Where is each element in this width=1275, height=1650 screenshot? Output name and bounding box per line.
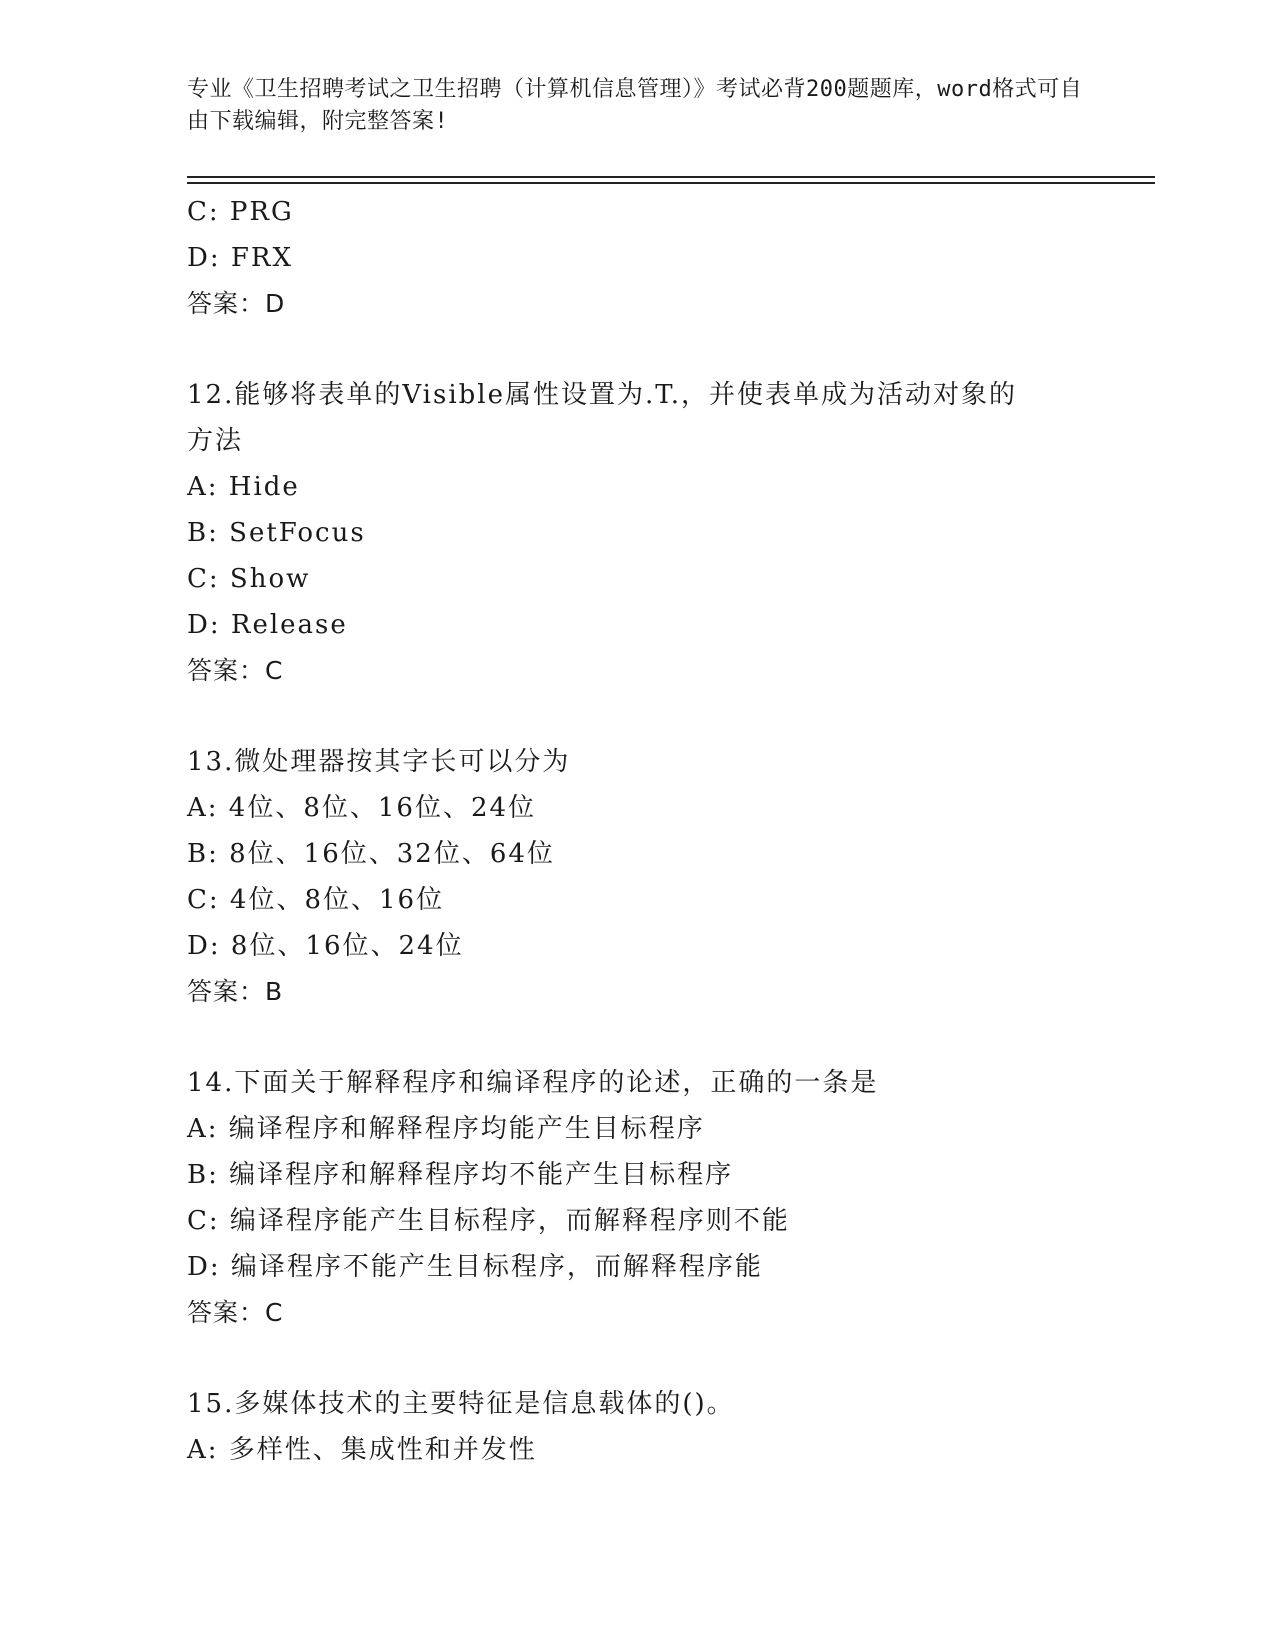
question-15	[187, 1381, 1147, 1473]
header-divider-top	[187, 176, 1155, 178]
answer-line: 答案：C	[187, 1298, 284, 1327]
option-a: A: 编译程序和解释程序均能产生目标程序	[187, 1114, 705, 1144]
answer-line: 答案：B	[187, 977, 284, 1006]
question-12	[187, 372, 1147, 694]
page-header: 专业《卫生招聘考试之卫生招聘（计算机信息管理）》考试必背200题题库，word格式可自由下载编辑，附完整答案!	[187, 77, 1083, 134]
option-a: A: 4位、8位、16位、24位	[187, 793, 537, 823]
option-d: D: 编译程序不能产生目标程序，而解释程序能	[187, 1252, 763, 1282]
question-11-continuation	[187, 189, 1147, 327]
answer-line: 答案：C	[187, 656, 284, 685]
answer-line: 答案：D	[187, 289, 286, 318]
question-stem: 12.能够将表单的Visible属性设置为.T.，并使表单成为活动对象的方法	[187, 380, 1018, 456]
document-body	[187, 189, 1147, 1473]
option-d: D: Release	[187, 610, 348, 640]
option-c: C: 4位、8位、16位	[187, 885, 445, 915]
question-stem: 15.多媒体技术的主要特征是信息载体的()。	[187, 1389, 735, 1419]
option-d: D: 8位、16位、24位	[187, 931, 464, 961]
option-a: A: 多样性、集成性和并发性	[187, 1435, 537, 1465]
question-14	[187, 1060, 1147, 1336]
header-divider-bottom	[187, 182, 1155, 184]
option-b: B: 编译程序和解释程序均不能产生目标程序	[187, 1160, 734, 1190]
option-c: C: Show	[187, 564, 311, 594]
question-stem: 13.微处理器按其字长可以分为	[187, 747, 571, 777]
option-c: C: 编译程序能产生目标程序，而解释程序则不能	[187, 1206, 790, 1236]
question-stem: 14.下面关于解释程序和编译程序的论述，正确的一条是	[187, 1068, 879, 1098]
option-b: B: 8位、16位、32位、64位	[187, 839, 555, 869]
option-c: C: PRG	[187, 197, 294, 227]
option-a: A: Hide	[187, 472, 300, 502]
question-13	[187, 739, 1147, 1015]
option-d: D: FRX	[187, 243, 293, 273]
option-b: B: SetFocus	[187, 518, 366, 548]
